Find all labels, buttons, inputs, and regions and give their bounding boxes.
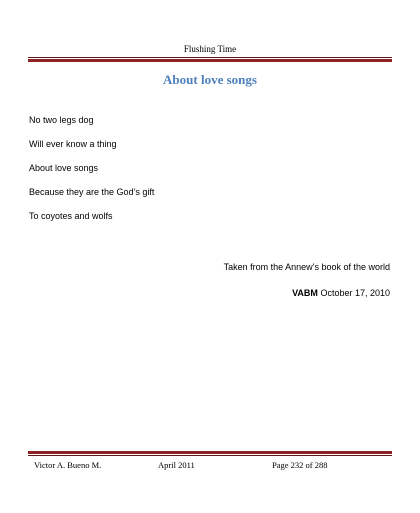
- signature-line: [292, 288, 390, 298]
- attribution-source: Taken from the Annew’s book of the world: [223, 262, 390, 272]
- footer-page-number: Page 232 of 288: [272, 460, 328, 470]
- author-initials: VABM: [292, 288, 318, 298]
- header-rule-thick: [28, 59, 392, 62]
- poem-line: To coyotes and wolfs: [29, 211, 113, 221]
- poem-line: About love songs: [29, 163, 99, 173]
- footer-month: April 2011: [158, 460, 195, 470]
- header-rule-thin: [28, 57, 392, 58]
- signature-date: October 17, 2010: [320, 288, 390, 298]
- footer-rule-thick: [28, 451, 392, 454]
- poem-title: About love songs: [163, 72, 257, 87]
- page-header-title: Flushing Time: [183, 44, 237, 54]
- footer-rule-thin: [28, 455, 392, 456]
- poem-line: Because they are the God’s gift: [29, 187, 155, 197]
- footer-author: Victor A. Bueno M.: [34, 460, 102, 470]
- poem-body: [29, 114, 154, 234]
- poem-line: Will ever know a thing: [29, 139, 117, 149]
- poem-line: No two legs dog: [29, 115, 94, 125]
